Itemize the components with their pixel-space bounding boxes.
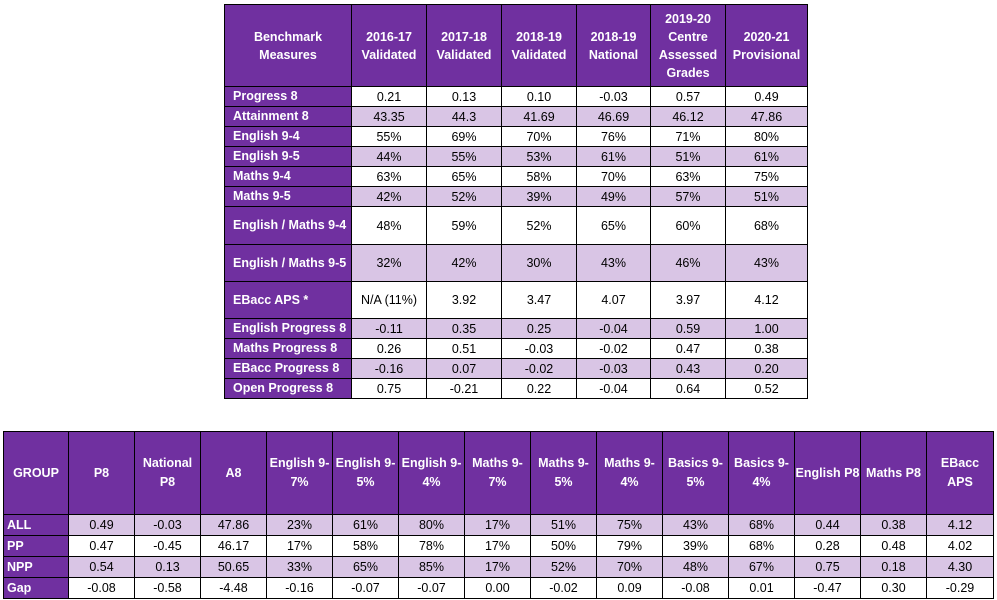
row-label: PP	[4, 536, 69, 557]
row-label: Maths 9-5	[225, 187, 352, 207]
group-header-row	[4, 432, 994, 515]
column-header-a8: A8	[201, 432, 267, 515]
table-cell: 60%	[651, 207, 726, 245]
table-cell: 0.52	[726, 379, 808, 399]
row-label: EBacc Progress 8	[225, 359, 352, 379]
table-cell: 75%	[726, 167, 808, 187]
row-label: ALL	[4, 515, 69, 536]
row-label: English / Maths 9-5	[225, 245, 352, 282]
group-table	[3, 431, 994, 599]
table-row	[225, 379, 808, 399]
table-cell: 57%	[651, 187, 726, 207]
table-row	[225, 187, 808, 207]
table-cell: 44.3	[427, 107, 502, 127]
table-cell: 3.47	[502, 282, 577, 319]
table-cell: -4.48	[201, 578, 267, 599]
table-cell: 0.13	[427, 87, 502, 107]
column-header-national-p8: National P8	[135, 432, 201, 515]
row-label: English 9-4	[225, 127, 352, 147]
table-row	[225, 87, 808, 107]
row-label: Attainment 8	[225, 107, 352, 127]
table-cell: -0.03	[135, 515, 201, 536]
table-cell: 47.86	[726, 107, 808, 127]
table-cell: 70%	[577, 167, 651, 187]
table-cell: 63%	[651, 167, 726, 187]
table-cell: 0.38	[726, 339, 808, 359]
table-cell: -0.07	[399, 578, 465, 599]
column-header-ebacc-aps: EBacc APS	[927, 432, 994, 515]
table-cell: 33%	[267, 557, 333, 578]
table-cell: 0.20	[726, 359, 808, 379]
table-cell: 17%	[267, 536, 333, 557]
table-cell: -0.16	[267, 578, 333, 599]
table-cell: 58%	[502, 167, 577, 187]
table-row	[4, 536, 994, 557]
table-cell: 0.75	[795, 557, 861, 578]
table-cell: -0.08	[663, 578, 729, 599]
column-header-basics-9-4: Basics 9-4%	[729, 432, 795, 515]
table-cell: 4.12	[927, 515, 994, 536]
table-cell: 0.28	[795, 536, 861, 557]
table-cell: 63%	[352, 167, 427, 187]
table-cell: 4.12	[726, 282, 808, 319]
table-cell: 70%	[502, 127, 577, 147]
table-cell: 3.92	[427, 282, 502, 319]
table-cell: 51%	[726, 187, 808, 207]
table-cell: 50.65	[201, 557, 267, 578]
row-label: Progress 8	[225, 87, 352, 107]
table-row	[4, 578, 994, 599]
table-cell: -0.03	[502, 339, 577, 359]
table-cell: 80%	[399, 515, 465, 536]
table-cell: 61%	[726, 147, 808, 167]
table-row	[225, 359, 808, 379]
table-cell: 75%	[597, 515, 663, 536]
column-header-english-9-4: English 9-4%	[399, 432, 465, 515]
table-cell: 42%	[352, 187, 427, 207]
table-cell: 59%	[427, 207, 502, 245]
table-cell: 0.51	[427, 339, 502, 359]
table-cell: -0.45	[135, 536, 201, 557]
column-header-2020-21-provisional: 2020-21 Provisional	[726, 5, 808, 87]
column-header-2016-17-validated: 2016-17 Validated	[352, 5, 427, 87]
table-cell: 1.00	[726, 319, 808, 339]
table-cell: 0.07	[427, 359, 502, 379]
table-row	[4, 515, 994, 536]
column-header-2018-19-national: 2018-19 National	[577, 5, 651, 87]
row-label: EBacc APS *	[225, 282, 352, 319]
table-cell: -0.47	[795, 578, 861, 599]
table-cell: 79%	[597, 536, 663, 557]
table-cell: 0.22	[502, 379, 577, 399]
table-cell: -0.29	[927, 578, 994, 599]
table-cell: 23%	[267, 515, 333, 536]
table-cell: 0.49	[726, 87, 808, 107]
table-cell: 51%	[531, 515, 597, 536]
table-cell: 58%	[333, 536, 399, 557]
table-cell: 78%	[399, 536, 465, 557]
table-cell: 0.48	[861, 536, 927, 557]
table-cell: 69%	[427, 127, 502, 147]
table-cell: 39%	[502, 187, 577, 207]
table-cell: 4.02	[927, 536, 994, 557]
table-cell: 39%	[663, 536, 729, 557]
table-cell: 55%	[352, 127, 427, 147]
column-header-maths-9-7: Maths 9-7%	[465, 432, 531, 515]
table-cell: -0.03	[577, 87, 651, 107]
table-row	[225, 339, 808, 359]
row-label: Gap	[4, 578, 69, 599]
table-cell: 17%	[465, 515, 531, 536]
table-cell: 0.57	[651, 87, 726, 107]
table-cell: 0.26	[352, 339, 427, 359]
table-cell: N/A (11%)	[352, 282, 427, 319]
table-cell: -0.08	[69, 578, 135, 599]
column-header-basics-9-5: Basics 9-5%	[663, 432, 729, 515]
table-cell: 52%	[502, 207, 577, 245]
table-cell: 0.47	[69, 536, 135, 557]
table-cell: -0.02	[531, 578, 597, 599]
table-cell: -0.16	[352, 359, 427, 379]
table-cell: 48%	[352, 207, 427, 245]
benchmark-body	[225, 87, 808, 399]
column-header-2018-19-validated: 2018-19 Validated	[502, 5, 577, 87]
table-cell: 0.38	[861, 515, 927, 536]
row-label: NPP	[4, 557, 69, 578]
table-cell: 68%	[729, 536, 795, 557]
table-row	[225, 282, 808, 319]
group-body	[4, 515, 994, 599]
row-label: English Progress 8	[225, 319, 352, 339]
table-cell: 52%	[427, 187, 502, 207]
table-cell: 44%	[352, 147, 427, 167]
table-cell: 32%	[352, 245, 427, 282]
table-cell: 85%	[399, 557, 465, 578]
table-cell: 0.47	[651, 339, 726, 359]
table-row	[225, 147, 808, 167]
column-header-english-p8: English P8	[795, 432, 861, 515]
table-cell: 0.30	[861, 578, 927, 599]
row-label: Maths 9-4	[225, 167, 352, 187]
table-cell: 46.17	[201, 536, 267, 557]
table-cell: 46.69	[577, 107, 651, 127]
table-row	[225, 127, 808, 147]
table-cell: 0.64	[651, 379, 726, 399]
row-label: English / Maths 9-4	[225, 207, 352, 245]
table-cell: 17%	[465, 536, 531, 557]
table-cell: 68%	[729, 515, 795, 536]
table-cell: -0.58	[135, 578, 201, 599]
table-row	[225, 167, 808, 187]
table-cell: 65%	[427, 167, 502, 187]
table-cell: 51%	[651, 147, 726, 167]
table-cell: 17%	[465, 557, 531, 578]
table-cell: 43%	[577, 245, 651, 282]
table-cell: 30%	[502, 245, 577, 282]
table-row	[4, 557, 994, 578]
table-cell: 55%	[427, 147, 502, 167]
table-cell: 80%	[726, 127, 808, 147]
column-header-2017-18-validated: 2017-18 Validated	[427, 5, 502, 87]
table-cell: 0.13	[135, 557, 201, 578]
table-cell: 0.49	[69, 515, 135, 536]
table-cell: 53%	[502, 147, 577, 167]
table-cell: 61%	[577, 147, 651, 167]
table-cell: 67%	[729, 557, 795, 578]
table-cell: -0.21	[427, 379, 502, 399]
table-cell: 76%	[577, 127, 651, 147]
table-cell: 71%	[651, 127, 726, 147]
row-label: English 9-5	[225, 147, 352, 167]
table-cell: 48%	[663, 557, 729, 578]
table-cell: 0.18	[861, 557, 927, 578]
table-cell: 47.86	[201, 515, 267, 536]
table-cell: 65%	[577, 207, 651, 245]
row-label: Open Progress 8	[225, 379, 352, 399]
table-cell: -0.04	[577, 319, 651, 339]
column-header-maths-p8: Maths P8	[861, 432, 927, 515]
table-cell: 0.09	[597, 578, 663, 599]
table-cell: -0.02	[577, 339, 651, 359]
table-cell: 46.12	[651, 107, 726, 127]
table-cell: 3.97	[651, 282, 726, 319]
table-cell: 68%	[726, 207, 808, 245]
table-cell: 0.25	[502, 319, 577, 339]
column-header-2019-20-centre-assessed-grades: 2019-20 Centre Assessed Grades	[651, 5, 726, 87]
table-cell: -0.02	[502, 359, 577, 379]
table-cell: -0.07	[333, 578, 399, 599]
table-cell: 42%	[427, 245, 502, 282]
table-cell: 0.44	[795, 515, 861, 536]
table-cell: 0.43	[651, 359, 726, 379]
table-cell: 0.35	[427, 319, 502, 339]
table-row	[225, 207, 808, 245]
table-cell: 0.00	[465, 578, 531, 599]
row-label: Maths Progress 8	[225, 339, 352, 359]
table-cell: 0.01	[729, 578, 795, 599]
table-cell: -0.03	[577, 359, 651, 379]
table-row	[225, 245, 808, 282]
table-cell: 52%	[531, 557, 597, 578]
table-cell: 0.75	[352, 379, 427, 399]
table-cell: -0.04	[577, 379, 651, 399]
table-cell: 4.07	[577, 282, 651, 319]
table-cell: 0.59	[651, 319, 726, 339]
table-cell: -0.11	[352, 319, 427, 339]
table-cell: 70%	[597, 557, 663, 578]
table-cell: 50%	[531, 536, 597, 557]
column-header-p8: P8	[69, 432, 135, 515]
table-row	[225, 107, 808, 127]
benchmark-table	[224, 4, 808, 399]
column-header-english-9-5: English 9-5%	[333, 432, 399, 515]
table-cell: 61%	[333, 515, 399, 536]
table-cell: 43%	[663, 515, 729, 536]
column-header-benchmark-measures: Benchmark Measures	[225, 5, 352, 87]
table-cell: 65%	[333, 557, 399, 578]
column-header-english-9-7: English 9-7%	[267, 432, 333, 515]
table-cell: 43.35	[352, 107, 427, 127]
column-header-group: GROUP	[4, 432, 69, 515]
table-row	[225, 319, 808, 339]
table-cell: 43%	[726, 245, 808, 282]
table-cell: 0.21	[352, 87, 427, 107]
table-cell: 49%	[577, 187, 651, 207]
table-cell: 4.30	[927, 557, 994, 578]
table-cell: 0.10	[502, 87, 577, 107]
table-cell: 41.69	[502, 107, 577, 127]
column-header-maths-9-5: Maths 9-5%	[531, 432, 597, 515]
column-header-maths-9-4: Maths 9-4%	[597, 432, 663, 515]
table-cell: 0.54	[69, 557, 135, 578]
benchmark-header-row	[225, 5, 808, 87]
table-cell: 46%	[651, 245, 726, 282]
